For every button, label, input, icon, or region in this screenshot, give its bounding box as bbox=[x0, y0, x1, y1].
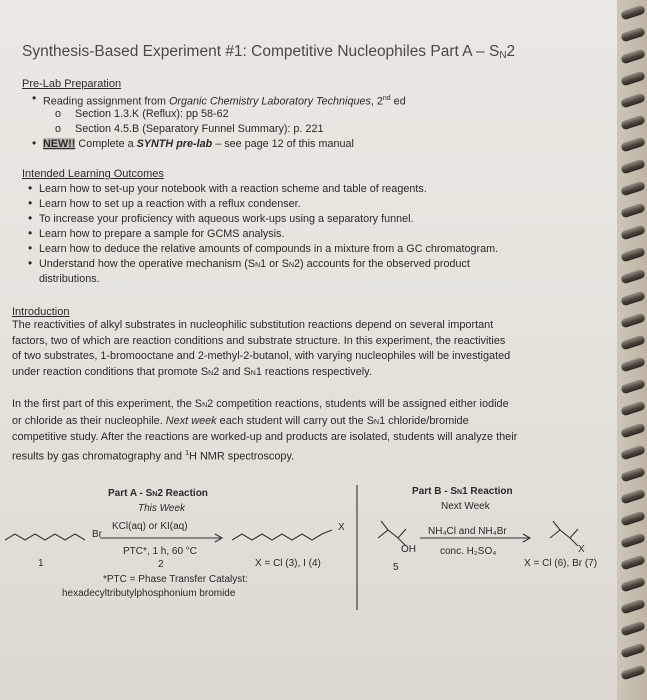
product-b-x-label: X bbox=[578, 544, 585, 555]
intro-heading: Introduction bbox=[12, 306, 70, 318]
bullet-icon: • bbox=[28, 196, 33, 210]
bullet-icon: • bbox=[28, 256, 33, 270]
compound-1-label: 1 bbox=[38, 558, 44, 569]
bullet-icon: • bbox=[28, 226, 33, 240]
product-b-label: X = Cl (6), Br (7) bbox=[524, 558, 598, 569]
product-b-structure bbox=[550, 530, 578, 546]
bromide-label: Br bbox=[92, 529, 102, 540]
outcome-item: Learn how to deduce the relative amounts of compounds in a mixture from a GC chromatogram. bbox=[39, 243, 499, 255]
circle-bullet-icon: o bbox=[55, 108, 62, 120]
part-b-conditions: conc. H₂SO₄ bbox=[440, 546, 497, 557]
bullet-icon: • bbox=[32, 136, 37, 150]
part-a-conditions: PTC*, 1 h, 60 °C bbox=[123, 546, 198, 557]
part-a-title: Part A - SN2 Reaction bbox=[108, 488, 208, 499]
bromooctane-structure bbox=[5, 534, 85, 540]
compound-5-label: 5 bbox=[393, 562, 399, 573]
product-a-x-label: X bbox=[338, 522, 345, 533]
outcomes-heading: Intended Learning Outcomes bbox=[22, 168, 164, 180]
part-b-reagent: NH₄Cl and NH₄Br bbox=[428, 526, 507, 537]
bullet-icon: • bbox=[28, 211, 33, 225]
outcome-item-cont: distributions. bbox=[39, 273, 100, 285]
product-a-label: X = Cl (3), I (4) bbox=[255, 558, 321, 569]
part-b-title: Part B - SN1 Reaction bbox=[412, 486, 513, 497]
compound-2-label: 2 bbox=[158, 559, 164, 570]
bullet-icon: • bbox=[32, 91, 37, 105]
intro-paragraph-2: In the first part of this experiment, the SN2 competition reactions, students will be assigned either iodide or chloride as their nucleophile. Next week each student will carry out the SN1 chloride/bromide competitive study. After the reactions are worked-up and products are isolated, students will analyze their results by gas chromatography and $^1$H NMR spectroscopy. bbox=[12, 398, 518, 463]
outcome-item: To increase your proficiency with aqueous work-ups using a separatory funnel. bbox=[39, 213, 414, 225]
product-a-structure bbox=[232, 530, 332, 540]
part-a-reagent: KCl(aq) or KI(aq) bbox=[112, 521, 188, 532]
part-b-week: Next Week bbox=[441, 501, 490, 512]
outcome-item: Learn how to prepare a sample for GCMS analysis. bbox=[39, 228, 285, 240]
prelab-section-2: Section 4.5.B (Separatory Funnel Summary): p. 221 bbox=[75, 123, 324, 135]
outcome-item: Learn how to set-up your notebook with a reaction scheme and table of reagents. bbox=[39, 183, 427, 195]
prelab-reading: Reading assignment from Organic Chemistry Laboratory Techniques, 2nd ed bbox=[43, 95, 406, 108]
intro-paragraph-1: The reactivities of alkyl substrates in nucleophilic substitution reactions depend on several important factors, two of which are reaction conditions and substrate structure. In this experiment, the reactivities of two substrates, 1-bromooctane and 2-methyl-2-butanol, with varying nucleophiles will be investigated under reaction conditions that promote SN2 and SN1 reactions respectively. bbox=[12, 319, 511, 378]
bullet-icon: • bbox=[28, 241, 33, 255]
circle-bullet-icon: o bbox=[55, 123, 62, 135]
prelab-section-1: Section 1.3.K (Reflux): pp 58-62 bbox=[75, 108, 229, 120]
part-a-week: This Week bbox=[138, 503, 186, 514]
page-title: Synthesis-Based Experiment #1: Competitive Nucleophiles Part A – SN2 bbox=[22, 43, 516, 61]
prelab-new-item: NEW!! Complete a SYNTH pre-lab – see page 12 of this manual bbox=[43, 138, 354, 150]
hydroxyl-label: OH bbox=[401, 544, 416, 555]
bullet-icon: • bbox=[28, 181, 33, 195]
prelab-heading: Pre-Lab Preparation bbox=[22, 78, 122, 90]
outcome-item: Learn how to set up a reaction with a reflux condenser. bbox=[39, 198, 301, 210]
ptc-catalyst-name: hexadecyltributylphosphonium bromide bbox=[62, 588, 236, 599]
outcome-item-mechanism: Understand how the operative mechanism (SN1 or SN2) accounts for the observed product bbox=[39, 258, 470, 270]
ptc-footnote: *PTC = Phase Transfer Catalyst: bbox=[103, 574, 248, 585]
